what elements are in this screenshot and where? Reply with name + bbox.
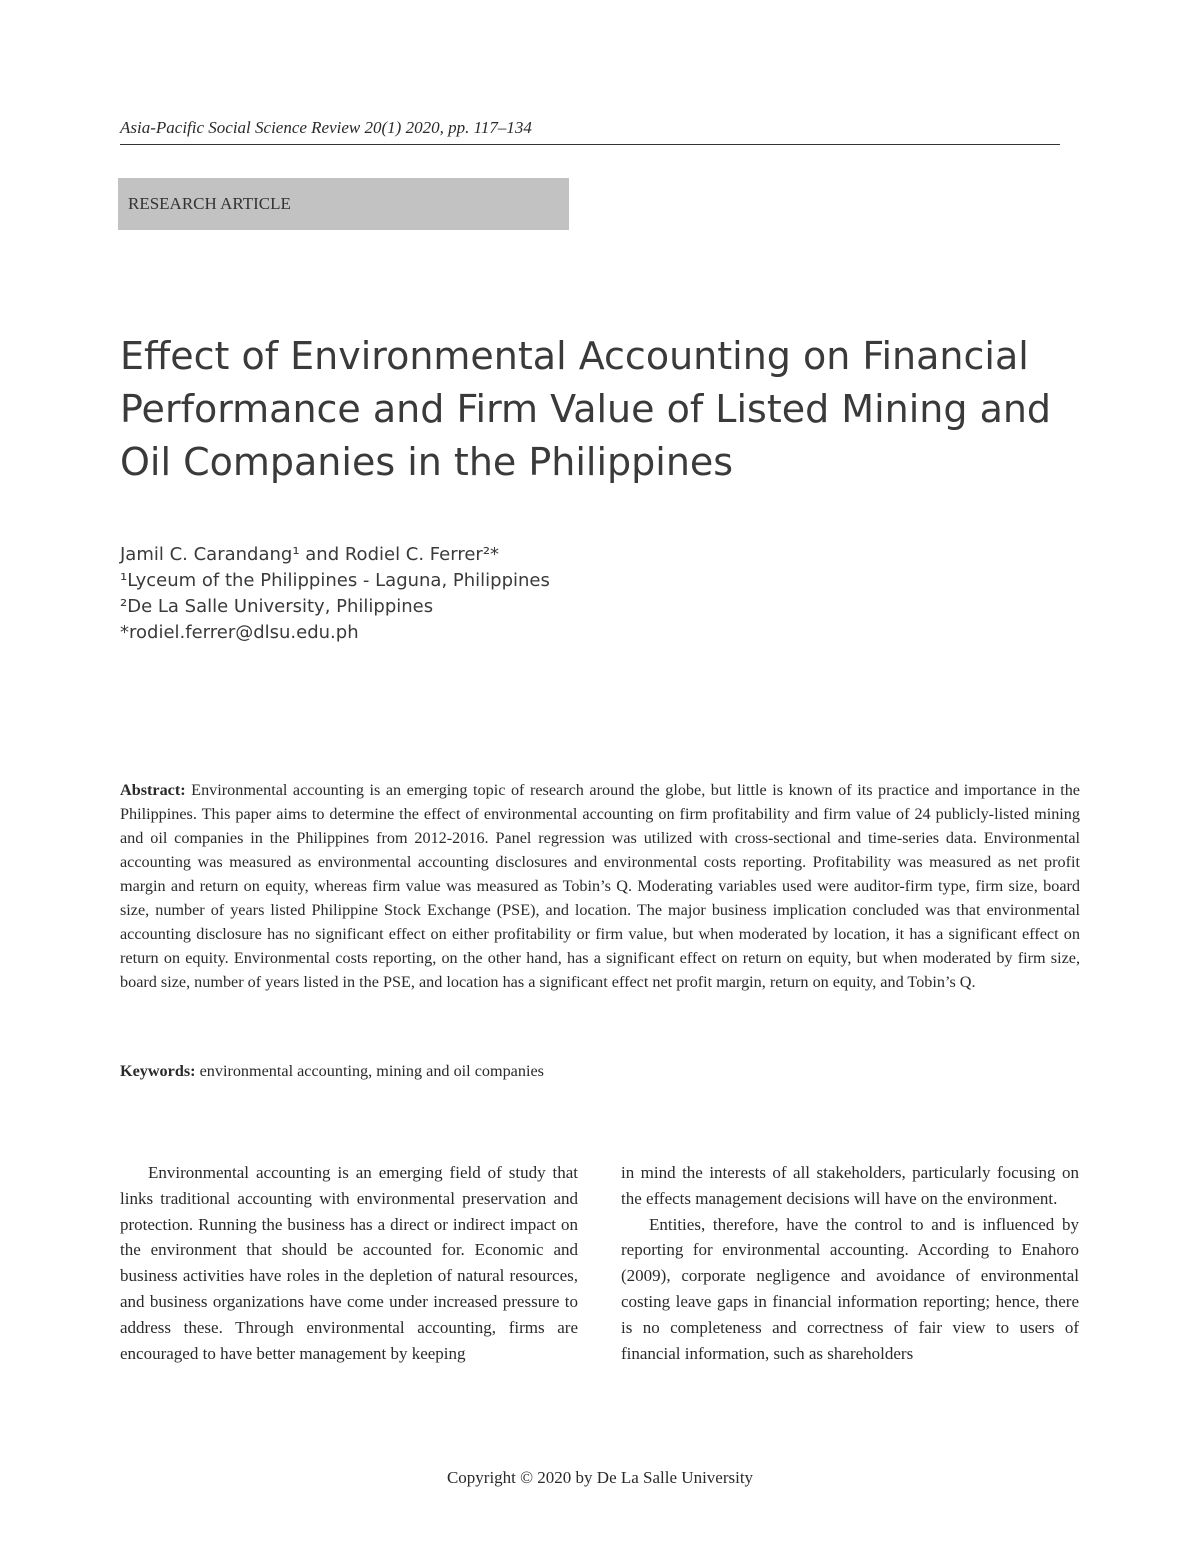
abstract — [120, 778, 1080, 994]
keywords-text: environmental accounting, mining and oil companies — [195, 1062, 544, 1080]
body-column-right — [621, 1160, 1079, 1366]
keywords — [120, 1059, 1080, 1083]
title-line: Performance and Firm Value of Listed Mining and — [120, 387, 1052, 431]
body-paragraph: Environmental accounting is an emerging field of study that links traditional accounting with environmental preservation and protection. Running the business has a direct or indirect impact on the environment that should be accounted for. Economic and business activities have roles in the depletion of natural resources, and business organizations have come under increased pressure to address these. Through environmental accounting, firms are encouraged to have better management by keeping — [120, 1163, 578, 1363]
journal-header: Asia-Pacific Social Science Review 20(1) 2020, pp. 117–134 — [120, 116, 1060, 145]
body-column-left — [120, 1160, 578, 1366]
article-type-banner: RESEARCH ARTICLE — [118, 178, 569, 230]
keywords-label: Keywords: — [120, 1062, 196, 1080]
title-line: Oil Companies in the Philippines — [120, 440, 734, 484]
article-title — [120, 330, 1080, 489]
author-names: Jamil C. Carandang¹ and Rodiel C. Ferrer²* — [120, 544, 500, 565]
abstract-text: Environmental accounting is an emerging topic of research around the globe, but little is known of its practice and importance in the Philippines. This paper aims to determine the effect of environmental accounting on firm profitability and firm value of 24 publicly-listed mining and oil companies in the Philippines from 2012-2016. Panel regression was utilized with cross-sectional and time-series data. Environmental accounting was measured as environmental accounting disclosures and environmental costs reporting. Profitability was measured as net profit margin and return on equity, whereas firm value was measured as Tobin’s Q. Moderating variables used were auditor-firm type, firm size, board size, number of years listed Philippine Stock Exchange (PSE), and location. The major business implication concluded was that environmental accounting disclosure has no significant effect on either profitability or firm value, but when moderated by location, it has a significant effect on return on equity. Environmental costs reporting, on the other hand, has a significant effect on return on equity, but when moderated by firm size, board size, number of years listed in the PSE, and location has a significant effect net profit margin, return on equity, and Tobin’s Q. — [120, 781, 1080, 991]
title-line: Effect of Environmental Accounting on Financial — [120, 334, 1029, 378]
affiliation: ¹Lyceum of the Philippines - Laguna, Philippines — [120, 570, 550, 591]
body-paragraph: Entities, therefore, have the control to and is influenced by reporting for environmental accounting. According to Enahoro (2009), corporate negligence and avoidance of environmental costing leave gaps in financial information reporting; hence, there is no completeness and correctness of fair view to users of financial information, such as shareholders — [621, 1214, 1079, 1363]
copyright-footer: Copyright © 2020 by De La Salle University — [446, 1468, 754, 1487]
body-paragraph: in mind the interests of all stakeholders, particularly focusing on the effects management decisions will have on the environment. — [621, 1163, 1079, 1208]
author-email: *rodiel.ferrer@dlsu.edu.ph — [120, 622, 359, 643]
abstract-label: Abstract: — [120, 781, 186, 799]
affiliation: ²De La Salle University, Philippines — [120, 596, 434, 617]
author-block — [120, 542, 820, 646]
